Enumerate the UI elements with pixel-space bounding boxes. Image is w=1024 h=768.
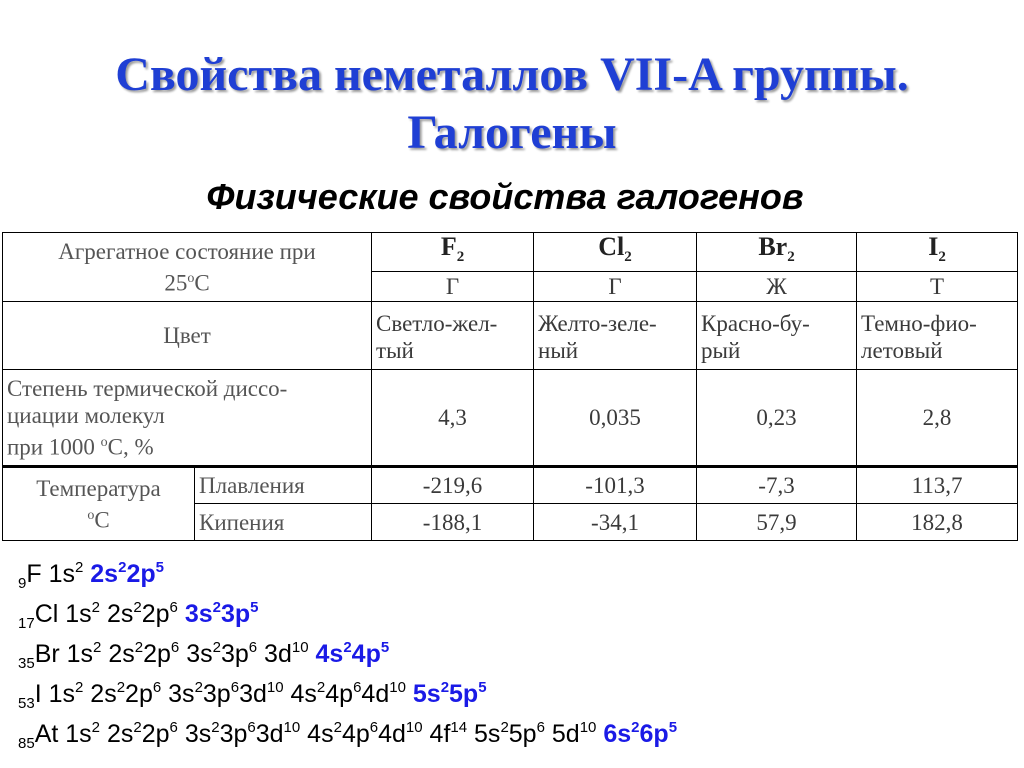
config-part: 6 — [248, 639, 258, 656]
config-part: 2p — [125, 680, 153, 708]
header-f2: $F_2$ — [372, 233, 534, 272]
state-f2: Г — [372, 272, 534, 302]
config-part: 2 — [631, 719, 640, 736]
config-part: 1s — [41, 680, 75, 708]
config-part: 4p — [351, 640, 381, 668]
config-part: 2 — [333, 719, 342, 736]
halogen-properties-table — [2, 232, 1018, 541]
config-line-cl — [18, 588, 677, 632]
state-i2: Т — [857, 272, 1018, 302]
dissociation-br2: 0,23 — [697, 370, 857, 467]
config-part: 3s — [184, 600, 213, 628]
header-i2: $I_2$ — [857, 233, 1018, 272]
config-part: 5 — [668, 719, 678, 736]
config-part: 4s — [300, 720, 334, 748]
config-part: 4d — [361, 680, 390, 708]
config-part: 10 — [389, 679, 406, 696]
config-part: 2p — [141, 600, 170, 628]
config-part: 2p — [143, 640, 171, 668]
boiling-label: Кипения — [195, 504, 372, 541]
config-part: 6s — [603, 720, 632, 748]
config-part: 2 — [133, 599, 142, 616]
slide-title-line-1: Свойства неметаллов VII-A группы. — [115, 48, 909, 101]
config-part: 3s — [161, 680, 195, 708]
temperature-label: Температура $^o$С — [3, 467, 195, 541]
config-part: 2p — [141, 720, 170, 748]
config-part: 2s — [101, 640, 135, 668]
config-part: 6 — [169, 719, 178, 736]
config-part: 2 — [91, 719, 101, 736]
config-part: 4d — [378, 720, 406, 748]
config-part: 2 — [440, 679, 450, 696]
config-part: 3p — [202, 680, 231, 708]
config-part: 2s — [100, 720, 134, 748]
config-part: 10 — [579, 719, 597, 736]
config-part: 5 — [478, 679, 487, 696]
config-part: 4p — [341, 720, 370, 748]
color-br2: Красно-бу- рый — [697, 302, 857, 370]
slide-title-line-2: Галогены — [407, 106, 617, 159]
melting-f2: -219,6 — [372, 467, 534, 504]
config-part: 10 — [266, 679, 284, 696]
color-cl2: Желто-зеле- ный — [534, 302, 697, 370]
element-symbol: F — [26, 560, 42, 588]
slide-subtitle: Физические свойства галогенов — [206, 176, 804, 217]
config-part: 5s — [467, 720, 501, 748]
melting-cl2: -101,3 — [534, 467, 697, 504]
config-part: 2 — [194, 679, 203, 696]
config-part: 6 — [152, 679, 162, 696]
config-part: 2 — [211, 719, 220, 736]
config-part: 3d — [239, 680, 267, 708]
config-part: 3d — [255, 720, 284, 748]
config-part: 5d — [544, 720, 580, 748]
config-part: 6 — [170, 639, 180, 656]
color-f2: Светло-жел- тый — [372, 302, 534, 370]
config-part: 2s — [83, 680, 117, 708]
config-part: 2 — [212, 599, 221, 616]
config-line-at — [18, 708, 678, 752]
config-part: 2 — [343, 639, 352, 656]
config-part — [309, 640, 316, 668]
atomic-number: 35 — [18, 655, 35, 672]
element-symbol: I — [34, 680, 42, 708]
config-part: 10 — [291, 639, 309, 656]
state-br2: Ж — [697, 272, 857, 302]
config-part: 3s — [177, 720, 212, 748]
atomic-number: 17 — [18, 615, 35, 632]
config-part: 4p — [325, 680, 354, 708]
config-part: 6 — [369, 719, 379, 736]
config-part: 5s — [412, 680, 441, 708]
melting-label: Плавления — [195, 467, 372, 504]
config-part: 4s — [283, 680, 317, 708]
config-part: 5 — [250, 599, 259, 616]
boiling-br2: 57,9 — [697, 504, 857, 541]
dissociation-i2: 2,8 — [857, 370, 1018, 467]
boiling-f2: -188,1 — [372, 504, 534, 541]
config-part: 3d — [257, 640, 292, 668]
color-i2: Темно-фио- летовый — [857, 302, 1018, 370]
element-symbol: Br — [34, 640, 60, 668]
config-part: 3p — [220, 640, 249, 668]
config-part: 6 — [230, 679, 240, 696]
melting-br2: -7,3 — [697, 467, 857, 504]
config-line-f — [18, 548, 677, 592]
config-part: 6 — [536, 719, 545, 736]
aggregate-state-label: Агрегатное состояние при 25$^o$C — [3, 233, 372, 302]
state-cl2: Г — [534, 272, 697, 302]
header-br2: $Br_2$ — [697, 233, 857, 272]
config-part: 5p — [449, 680, 479, 708]
melting-i2: 113,7 — [857, 467, 1018, 504]
config-part: 10 — [405, 719, 423, 736]
config-part: 6 — [169, 599, 178, 616]
config-part: 1s — [41, 560, 75, 588]
config-part: 2s — [100, 600, 134, 628]
element-symbol: Cl — [34, 600, 59, 628]
config-part: 2 — [133, 719, 142, 736]
atomic-number: 85 — [18, 735, 35, 752]
config-part: 4s — [315, 640, 344, 668]
config-part: 2 — [134, 639, 144, 656]
config-part: 3p — [220, 600, 251, 628]
config-part: 1s — [59, 640, 94, 668]
config-part: 6 — [247, 719, 256, 736]
config-part: 2 — [118, 559, 127, 576]
config-part: 6 — [353, 679, 362, 696]
config-part — [178, 600, 185, 628]
config-part: 2 — [212, 639, 221, 656]
config-part: 4f — [422, 720, 451, 748]
config-part: 5 — [155, 559, 164, 576]
config-part: 2 — [91, 599, 100, 616]
config-part: 6p — [639, 720, 669, 748]
dissociation-label: Степень термической диссо- циации молекул при 1000 $^o$С, % — [3, 370, 372, 467]
config-part: 2 — [74, 559, 84, 576]
config-part: 1s — [58, 720, 92, 748]
config-part: 2 — [500, 719, 509, 736]
config-part: 2p — [126, 560, 156, 588]
config-part: 2 — [75, 679, 84, 696]
config-part: 2s — [90, 560, 119, 588]
config-part — [406, 680, 413, 708]
boiling-i2: 182,8 — [857, 504, 1018, 541]
config-part: 5p — [508, 720, 537, 748]
electron-configurations — [18, 548, 678, 752]
config-part: 3s — [179, 640, 213, 668]
header-cl2: $Cl_2$ — [534, 233, 697, 272]
config-line-i — [18, 668, 677, 712]
boiling-cl2: -34,1 — [534, 504, 697, 541]
config-part: 14 — [450, 719, 468, 736]
config-line-br — [18, 628, 677, 672]
dissociation-f2: 4,3 — [372, 370, 534, 467]
color-label: Цвет — [3, 302, 372, 370]
config-part: 2 — [93, 639, 102, 656]
atomic-number: 9 — [18, 575, 27, 592]
config-part: 10 — [283, 719, 301, 736]
config-part: 1s — [58, 600, 92, 628]
config-part: 2 — [116, 679, 126, 696]
config-part: 3p — [219, 720, 248, 748]
atomic-number: 53 — [18, 695, 35, 712]
slide-title — [0, 46, 1024, 162]
element-symbol: At — [34, 720, 59, 748]
dissociation-cl2: 0,035 — [534, 370, 697, 467]
config-part: 5 — [380, 639, 390, 656]
config-part: 2 — [316, 679, 326, 696]
